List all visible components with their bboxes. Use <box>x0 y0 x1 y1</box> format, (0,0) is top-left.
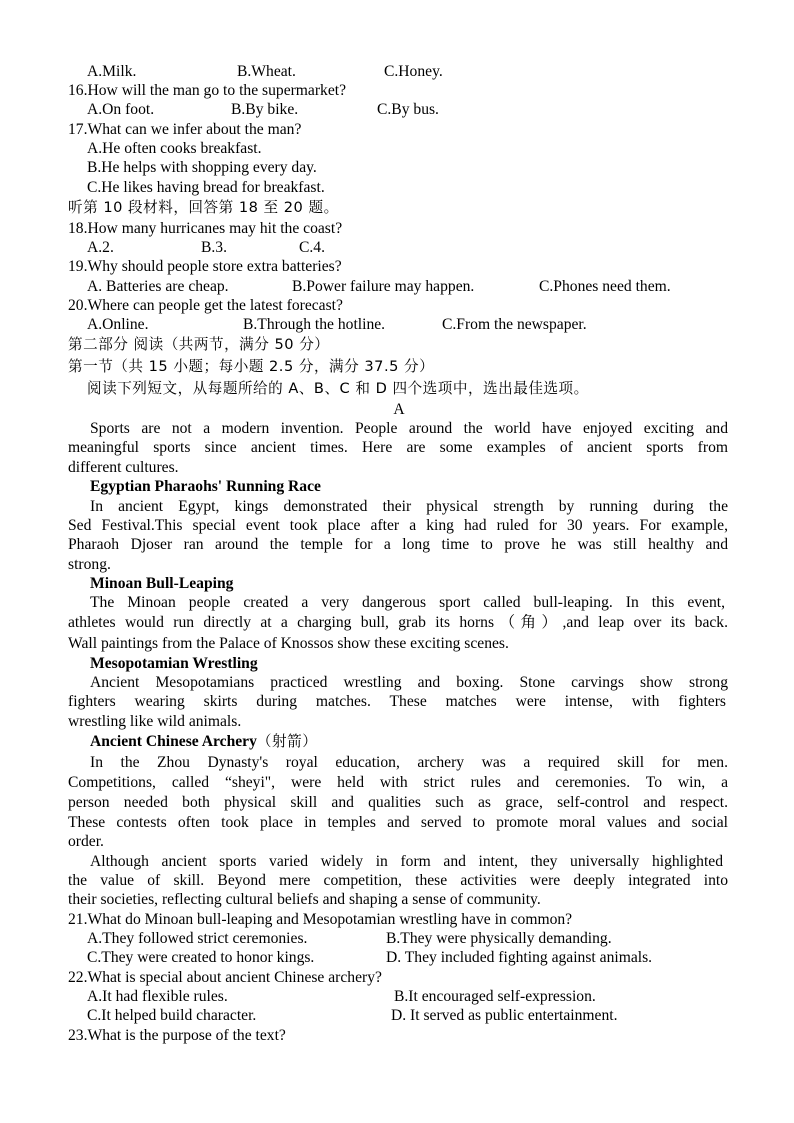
para4-line-5: order. <box>68 833 104 850</box>
intro-line-2: meaningful sports since ancient times. Here are some examples of ancient sports from <box>68 439 728 456</box>
q17-option-c[interactable] <box>68 178 730 198</box>
q22-option-a[interactable]: A.It had flexible rules. <box>87 988 228 1005</box>
para4-line-3: person needed both physical skill and qualities such as grace, self-control and respect. <box>68 794 728 811</box>
q16-option-a[interactable]: A.On foot. <box>87 101 155 118</box>
para1-line-3: Pharaoh Djoser ran around the temple for a long time to prove he was still healthy and <box>68 536 728 553</box>
q18-stem: 18.How many hurricanes may hit the coast? <box>68 220 343 237</box>
para5-line-3: their societies, reflecting cultural beliefs and shaping a sense of community. <box>68 891 541 908</box>
intro-line-1: Sports are not a modern invention. People around the world have enjoyed exciting and <box>90 420 728 437</box>
para3-line-2: fighters wearing skirts during matches. These matches were intense, with fighters <box>68 693 726 710</box>
q18-option-a[interactable]: A.2. <box>87 239 114 256</box>
para3-line-3: wrestling like wild animals. <box>68 713 242 730</box>
q21-option-b[interactable]: B.They were physically demanding. <box>386 930 612 947</box>
q19-option-a[interactable]: A. Batteries are cheap. <box>87 278 229 295</box>
heading-minoan: Minoan Bull-Leaping <box>90 575 234 592</box>
q18-option-c[interactable]: C.4. <box>299 239 325 256</box>
listening-instruction: 听第 10 段材料，回答第 18 至 20 题。 <box>68 199 339 216</box>
q20-option-a[interactable]: A.Online. <box>87 316 149 333</box>
para5-line-2: the value of skill. Beyond mere competition, these activities were deeply integrated into <box>68 872 728 889</box>
q20-stem: 20.Where can people get the latest forecast? <box>68 297 343 314</box>
para4-line-4: These contests often took place in temples and served to promote moral values and social <box>68 814 728 831</box>
para1-line-2: Sed Festival.This special event took place after a king had ruled for 30 years. For example, <box>68 517 728 534</box>
heading-mesopotamian: Mesopotamian Wrestling <box>90 655 258 672</box>
section1-title: 第一节（共 15 小题；每小题 2.5 分，满分 37.5 分） <box>68 358 435 375</box>
q22-stem: 22.What is special about ancient Chinese archery? <box>68 969 382 986</box>
para5-line-1: Although ancient sports varied widely in form and intent, they universally highlighted <box>90 853 723 870</box>
q16-options-row <box>68 100 730 120</box>
q16-stem: 16.How will the man go to the supermarket? <box>68 82 347 99</box>
para2-line-1: The Minoan people created a very dangerous sport called bull-leaping. In this event, <box>90 594 725 611</box>
heading-archery-note: （射箭） <box>256 733 318 750</box>
para2-line-2: athletes would run directly at a charging bull, grab its horns（角）,and leap over its back. <box>68 614 728 631</box>
heading-archery-row <box>90 732 752 752</box>
q21-option-a[interactable]: A.They followed strict ceremonies. <box>87 930 308 947</box>
q21-option-d[interactable]: D. They included fighting against animals. <box>386 949 653 966</box>
para4-line-2: Competitions, called “sheyi", were held with strict rules and ceremonies. To win, a <box>68 774 728 791</box>
q17-option-c-text: C.He likes having bread for breakfast. <box>87 179 325 196</box>
q22-option-d[interactable]: D. It served as public entertainment. <box>391 1007 618 1024</box>
q19-option-c[interactable]: C.Phones need them. <box>539 278 671 295</box>
q22-options-row-1 <box>68 987 730 1007</box>
q20-options-row <box>68 315 730 335</box>
q17-option-a[interactable] <box>68 139 730 159</box>
q18-options-row <box>68 238 730 258</box>
q15-options-row <box>68 62 730 82</box>
heading-egyptian: Egyptian Pharaohs' Running Race <box>90 478 321 495</box>
q21-option-c[interactable]: C.They were created to honor kings. <box>87 949 315 966</box>
q22-option-c[interactable]: C.It helped build character. <box>87 1007 257 1024</box>
para2-line-3: Wall paintings from the Palace of Knossos show these exciting scenes. <box>68 635 509 652</box>
q21-options-row-2 <box>68 948 730 968</box>
q15-option-a[interactable]: A.Milk. <box>87 63 137 80</box>
q17-option-b[interactable] <box>68 158 730 178</box>
q20-option-c[interactable]: C.From the newspaper. <box>442 316 587 333</box>
q17-stem: 17.What can we infer about the man? <box>68 121 302 138</box>
q21-stem: 21.What do Minoan bull-leaping and Mesopotamian wrestling have in common? <box>68 911 573 928</box>
q22-option-b[interactable]: B.It encouraged self-expression. <box>394 988 596 1005</box>
reading-instruction: 阅读下列短文，从每题所给的 A、B、C 和 D 四个选项中，选出最佳选项。 <box>87 380 589 397</box>
part2-title: 第二部分 阅读（共两节，满分 50 分） <box>68 336 330 353</box>
passage-label: A <box>393 401 405 418</box>
para3-line-1: Ancient Mesopotamians practiced wrestling and boxing. Stone carvings show strong <box>90 674 728 691</box>
para1-line-1: In ancient Egypt, kings demonstrated their physical strength by running during the <box>90 498 728 515</box>
q17-option-b-text: B.He helps with shopping every day. <box>87 159 317 176</box>
q20-option-b[interactable]: B.Through the hotline. <box>243 316 386 333</box>
q17-option-a-text: A.He often cooks breakfast. <box>87 140 262 157</box>
q15-option-c[interactable]: C.Honey. <box>384 63 443 80</box>
intro-line-3: different cultures. <box>68 459 179 476</box>
q19-options-row <box>68 277 730 297</box>
q23-stem: 23.What is the purpose of the text? <box>68 1027 286 1044</box>
q15-option-b[interactable]: B.Wheat. <box>237 63 296 80</box>
q21-options-row-1 <box>68 929 730 949</box>
q19-option-b[interactable]: B.Power failure may happen. <box>292 278 475 295</box>
q22-options-row-2 <box>68 1006 730 1026</box>
para4-line-1: In the Zhou Dynasty's royal education, archery was a required skill for men. <box>90 754 728 771</box>
q16-option-c[interactable]: C.By bus. <box>377 101 439 118</box>
q16-option-b[interactable]: B.By bike. <box>231 101 299 118</box>
q19-stem: 19.Why should people store extra batteries? <box>68 258 342 275</box>
q18-option-b[interactable]: B.3. <box>201 239 227 256</box>
heading-archery: Ancient Chinese Archery <box>90 733 257 750</box>
para1-line-4: strong. <box>68 556 111 573</box>
